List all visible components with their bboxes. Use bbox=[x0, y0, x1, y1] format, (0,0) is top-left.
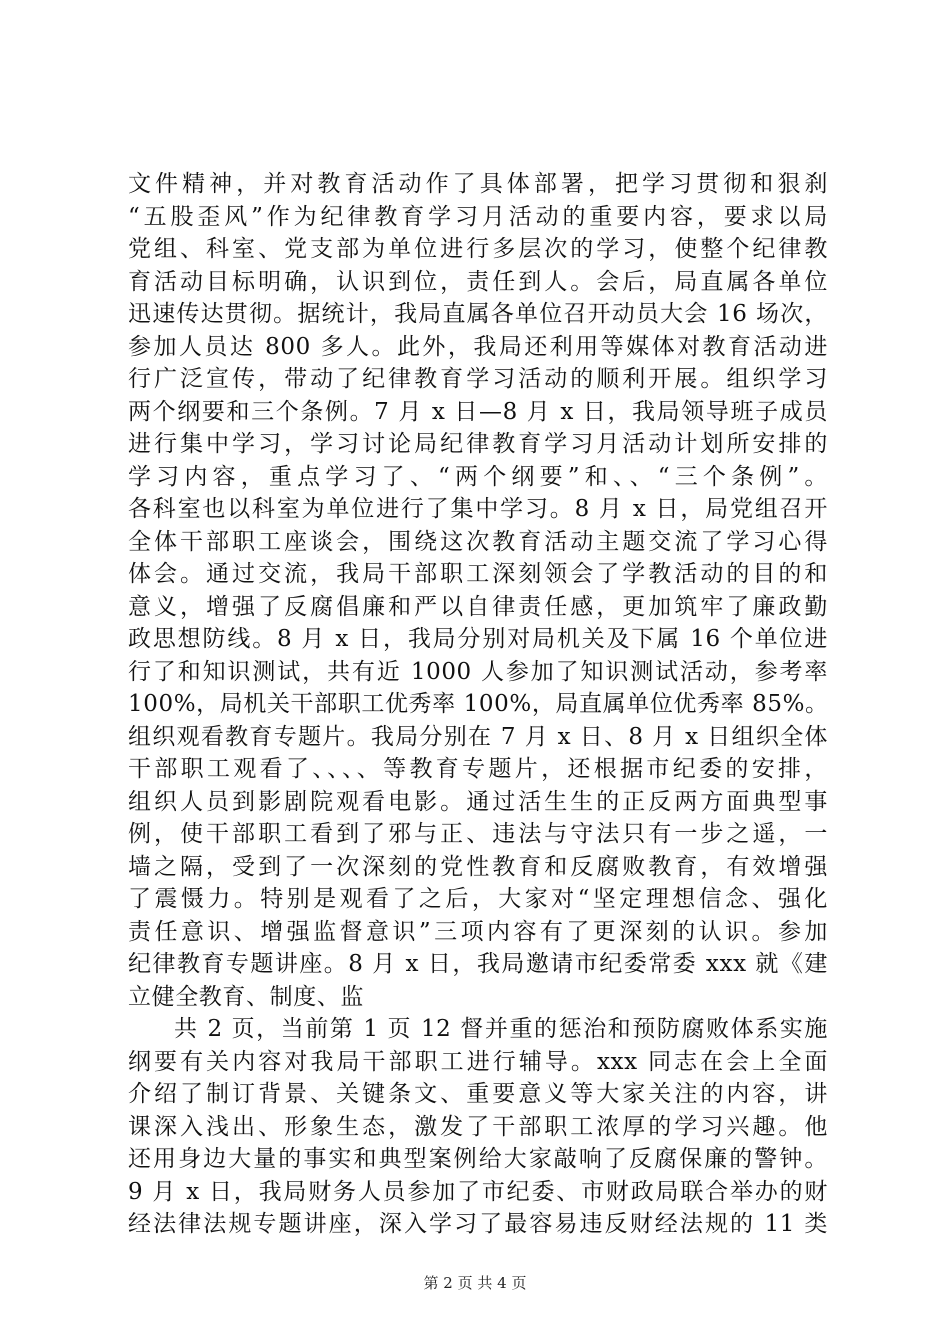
page-footer bbox=[0, 1272, 950, 1293]
text-line: 了震慑力。特别是观看了之后，大家对“坚定理想信念、强化 bbox=[128, 886, 828, 912]
text-line: 行广泛宣传，带动了纪律教育学习活动的顺利开展。组织学习 bbox=[128, 366, 828, 392]
text-line: 纪律教育专题讲座。8 月 x 日，我局邀请市纪委常委 xxx 就《建 bbox=[128, 951, 828, 977]
text-line: 100%，局机关干部职工优秀率 100%，局直属单位优秀率 85%。 bbox=[128, 691, 829, 717]
text-line: 干部职工观看了、、、、等教育专题片，还根据市纪委的安排， bbox=[128, 756, 828, 782]
text-line: 还用身边大量的事实和典型案例给大家敲响了反腐保廉的警钟。 bbox=[128, 1146, 828, 1172]
text-line: 意义，增强了反腐倡廉和严以自律责任感，更加筑牢了廉政勤 bbox=[128, 593, 828, 620]
text-line: 参加人员达 800 多人。此外，我局还利用等媒体对教育活动进 bbox=[128, 333, 828, 360]
text-line: “五股歪风”作为纪律教育学习月活动的重要内容，要求以局 bbox=[128, 203, 828, 230]
text-line: 两个纲要和三个条例。7 月 x 日—8 月 x 日，我局领导班子成员 bbox=[128, 398, 828, 425]
text-line: 墙之隔，受到了一次深刻的党性教育和反腐败教育，有效增强 bbox=[128, 853, 828, 880]
text-line: 育活动目标明确，认识到位，责任到人。会后，局直属各单位 bbox=[128, 268, 828, 295]
text-line: 党组、科室、党支部为单位进行多层次的学习，使整个纪律教 bbox=[128, 236, 828, 262]
text-line: 学习内容，重点学习了、“两个纲要”和、、“三个条例”。 bbox=[128, 463, 828, 490]
text-line: 体会。通过交流，我局干部职工深刻领会了学教活动的目的和 bbox=[128, 561, 828, 587]
text-line: 立健全教育、制度、监 bbox=[128, 983, 364, 1010]
text-line: 9 月 x 日，我局财务人员参加了市纪委、市财政局联合举办的财 bbox=[128, 1178, 828, 1205]
text-line: 进行集中学习，学习讨论局纪律教育学习月活动计划所安排的 bbox=[128, 431, 828, 457]
text-line: 全体干部职工座谈会，围绕这次教育活动主题交流了学习心得 bbox=[128, 528, 828, 555]
text-line: 课深入浅出、形象生态，激发了干部职工浓厚的学习兴趣。他 bbox=[128, 1113, 828, 1140]
text-line: 经法律法规专题讲座，深入学习了最容易违反财经法规的 11 类 bbox=[128, 1211, 828, 1237]
text-line: 文件精神，并对教育活动作了具体部署，把学习贯彻和狠刹 bbox=[128, 171, 828, 197]
text-line: 共 2 页，当前第 1 页 12 督并重的惩治和预防腐败体系实施 bbox=[174, 1016, 828, 1042]
text-line: 组织人员到影剧院观看电影。通过活生生的正反两方面典型事 bbox=[128, 788, 828, 815]
text-line: 例，使干部职工看到了邪与正、违法与守法只有一步之遥，一 bbox=[128, 821, 828, 847]
text-line: 迅速传达贯彻。据统计，我局直属各单位召开动员大会 16 场次， bbox=[128, 301, 828, 327]
text-line: 责任意识、增强监督意识”三项内容有了更深刻的认识。参加 bbox=[128, 918, 828, 945]
text-line: 纲要有关内容对我局干部职工进行辅导。xxx 同志在会上全面 bbox=[128, 1048, 828, 1075]
text-line: 政思想防线。8 月 x 日，我局分别对局机关及下属 16 个单位进 bbox=[128, 626, 828, 652]
text-line: 介绍了制订背景、关键条文、重要意义等大家关注的内容，讲 bbox=[128, 1081, 828, 1107]
text-line: 各科室也以科室为单位进行了集中学习。8 月 x 日，局党组召开 bbox=[128, 496, 828, 522]
page-number: 第 2 页 共 4 页 bbox=[423, 1274, 527, 1292]
document-body bbox=[128, 168, 828, 1241]
text-line: 行了和知识测试，共有近 1000 人参加了知识测试活动，参考率 bbox=[128, 658, 828, 685]
text-line: 组织观看教育专题片。我局分别在 7 月 x 日、8 月 x 日组织全体 bbox=[128, 723, 828, 750]
